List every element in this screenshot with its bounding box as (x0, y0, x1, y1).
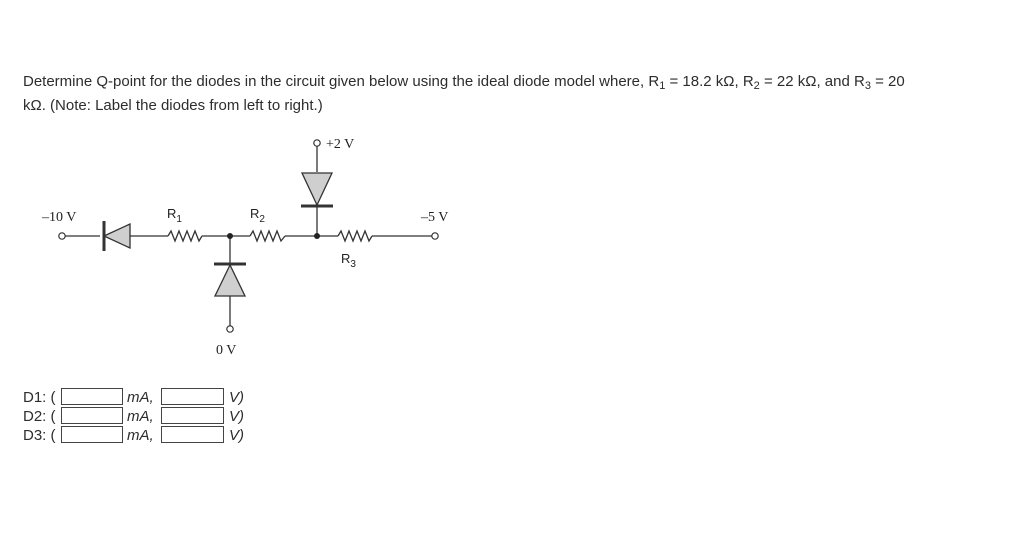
d3-current-unit: mA, (127, 427, 154, 444)
d1-voltage-input[interactable] (161, 388, 224, 405)
label-r3 (341, 251, 356, 270)
terminal-right (432, 233, 438, 239)
d3-voltage-unit: V) (229, 427, 244, 444)
resistor-r2 (250, 231, 285, 241)
resistor-r3 (338, 231, 372, 241)
label-r1-sub: 1 (176, 214, 182, 225)
label-r2-letter: R (250, 206, 260, 221)
label-r1-letter: R (167, 206, 177, 221)
d2-current-unit: mA, (127, 408, 154, 425)
diode2-triangle (215, 265, 245, 296)
label-left-voltage: –10 V (42, 210, 77, 225)
diode1-triangle (104, 224, 130, 248)
d2-current-input[interactable] (61, 407, 123, 424)
d2-voltage-input[interactable] (161, 407, 224, 424)
junction-node1 (227, 233, 233, 239)
r3-value: = 20 (870, 73, 905, 90)
terminal-top (314, 140, 320, 146)
question-note: kΩ. (Note: Label the diodes from left to right.) (23, 97, 323, 114)
r2-subscript: 2 (753, 80, 760, 92)
r2-value: = 22 kΩ, and R (759, 73, 865, 90)
r1-subscript: 1 (659, 80, 666, 92)
d3-current-input[interactable] (61, 426, 123, 443)
question-intro: Determine Q-point for the diodes in the circuit given below using the ideal diode model where, R (23, 73, 660, 90)
r1-value: = 18.2 kΩ, R (665, 73, 754, 90)
r3-subscript: 3 (864, 80, 871, 92)
d3-label: D3: ( (23, 427, 56, 444)
d3-voltage-input[interactable] (161, 426, 224, 443)
label-r3-sub: 3 (350, 259, 356, 270)
d1-voltage-unit: V) (229, 389, 244, 406)
d1-current-input[interactable] (61, 388, 123, 405)
d2-label: D2: ( (23, 408, 56, 425)
terminal-left (59, 233, 65, 239)
label-r3-letter: R (341, 251, 351, 266)
label-r2 (250, 206, 265, 225)
label-right-voltage: –5 V (421, 210, 449, 225)
label-top-voltage: +2 V (326, 137, 355, 152)
diode3-triangle (302, 173, 332, 205)
resistor-r1 (168, 231, 202, 241)
d1-label: D1: ( (23, 389, 56, 406)
d1-current-unit: mA, (127, 389, 154, 406)
label-r2-sub: 2 (259, 214, 265, 225)
label-bottom-voltage: 0 V (216, 343, 237, 358)
junction-node2 (314, 233, 320, 239)
d2-voltage-unit: V) (229, 408, 244, 425)
terminal-bottom (227, 326, 233, 332)
label-r1 (167, 206, 182, 225)
